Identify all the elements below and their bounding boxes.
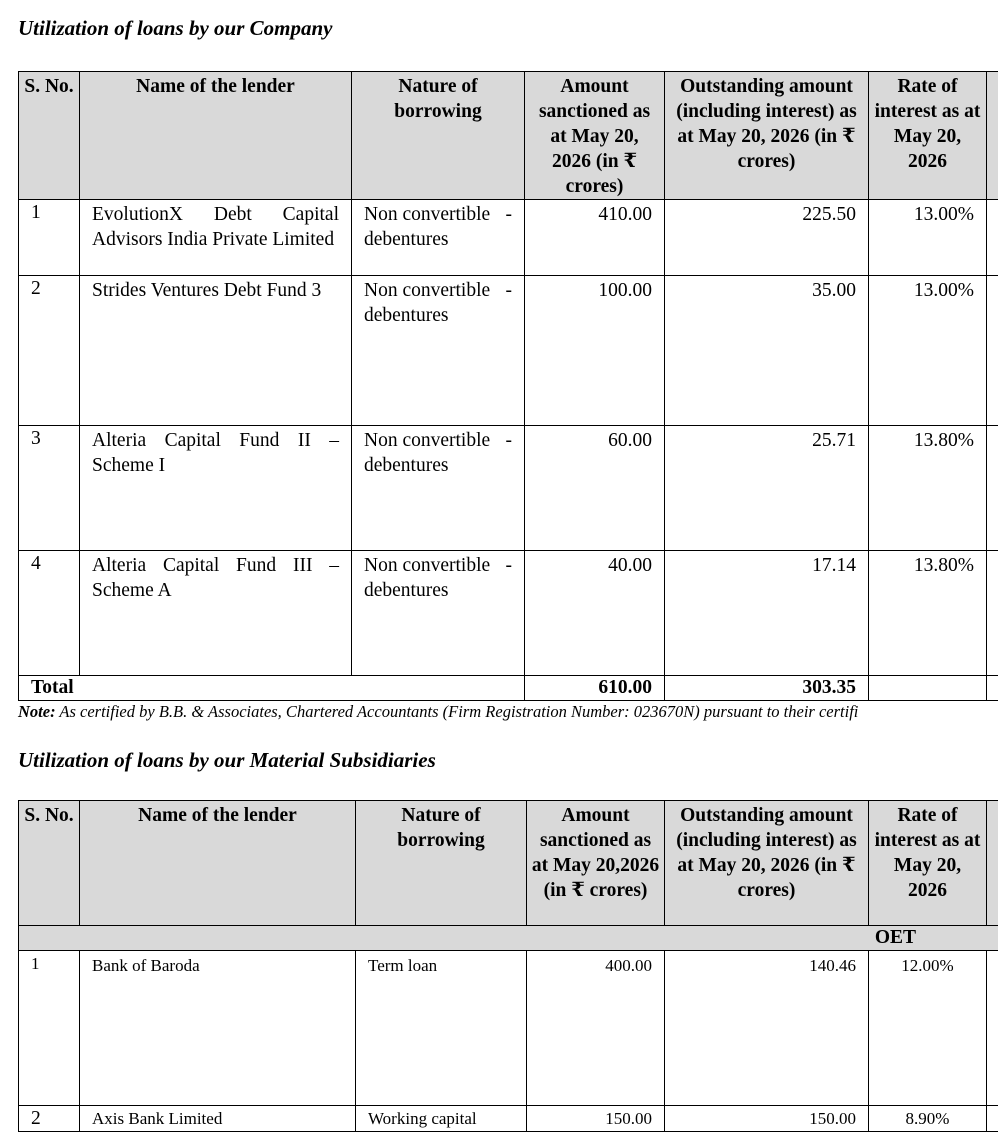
table-row [19, 200, 998, 276]
table-row [19, 426, 998, 551]
cell-cutoff [987, 200, 998, 276]
nature-text: Non convertible debentures [364, 204, 491, 250]
cell-sno: 2 [19, 1106, 80, 1132]
nature-dash: - [505, 555, 512, 576]
cell-sno: 1 [19, 200, 80, 276]
total-outstanding: 303.35 [665, 676, 869, 701]
nature-text: Non convertible debentures [364, 280, 491, 326]
cell-cutoff [987, 276, 998, 426]
note-text: As certified by B.B. & Associates, Chartered Accountants (Firm Registration Number: 023670N) pursuant to their certifi [59, 702, 859, 721]
col-header-nature: Nature of borrowing [356, 801, 527, 926]
cell-lender: EvolutionX Debt Capital Advisors India Private Limited [80, 200, 352, 276]
company-loans-heading: Utilization of loans by our Company [18, 16, 333, 40]
cell-lender: Alteria Capital Fund II – Scheme I [80, 426, 352, 551]
cell-nature [352, 200, 525, 276]
cell-cutoff [987, 426, 998, 551]
nature-dash: - [505, 204, 512, 225]
cell-sno: 1 [19, 951, 80, 1106]
table-row [19, 551, 998, 676]
cell-sanctioned: 100.00 [525, 276, 665, 426]
col-header-rate: Rate of interest as at May 20, 2026 [869, 801, 987, 926]
cell-lender: Strides Ventures Debt Fund 3 [80, 276, 352, 426]
cell-outstanding: 225.50 [665, 200, 869, 276]
cell-rate: 13.00% [869, 276, 987, 426]
col-header-sno: S. No. [19, 72, 80, 200]
col-header-sanctioned: Amount sanctioned as at May 20, 2026 (in ₹ crores) [525, 72, 665, 200]
cell-rate: 13.80% [869, 551, 987, 676]
col-header-rate: Rate of interest as at May 20, 2026 [869, 72, 987, 200]
cell-nature [352, 276, 525, 426]
table-row [19, 276, 998, 426]
cell-cutoff [987, 951, 998, 1106]
cell-outstanding: 35.00 [665, 276, 869, 426]
col-header-outstanding: Outstanding amount (including interest) as at May 20, 2026 (in ₹ crores) [665, 801, 869, 926]
cell-lender: Alteria Capital Fund III – Scheme A [80, 551, 352, 676]
cell-nature [352, 426, 525, 551]
header-row [19, 801, 998, 926]
cell-rate: 12.00% [869, 951, 987, 1106]
subsidiaries-loans-heading: Utilization of loans by our Material Subsidiaries [18, 748, 436, 772]
cell-rate: 13.80% [869, 426, 987, 551]
total-row [19, 676, 998, 701]
cell-nature: Working capital [356, 1106, 527, 1132]
cell-sanctioned: 60.00 [525, 426, 665, 551]
cell-outstanding: 140.46 [665, 951, 869, 1106]
cell-sanctioned: 400.00 [527, 951, 665, 1106]
cell-cutoff [987, 551, 998, 676]
total-sanctioned: 610.00 [525, 676, 665, 701]
cell-nature: Term loan [356, 951, 527, 1106]
note-label: Note: [18, 702, 56, 721]
subsidiaries-loans-table [18, 800, 998, 1132]
cell-sanctioned: 150.00 [527, 1106, 665, 1132]
group-label-oet: OET [19, 926, 998, 951]
col-header-cutoff [987, 801, 998, 926]
col-header-outstanding: Outstanding amount (including interest) as at May 20, 2026 (in ₹ crores) [665, 72, 869, 200]
table-row [19, 951, 998, 1106]
cell-sno: 2 [19, 276, 80, 426]
cell-outstanding: 17.14 [665, 551, 869, 676]
cell-outstanding: 150.00 [665, 1106, 869, 1132]
nature-text: Non convertible debentures [364, 430, 491, 476]
col-header-sno: S. No. [19, 801, 80, 926]
nature-text: Non convertible debentures [364, 555, 491, 601]
cell-cutoff [987, 1106, 998, 1132]
nature-dash: - [505, 280, 512, 301]
col-header-sanctioned: Amount sanctioned as at May 20,2026 (in ₹ crores) [527, 801, 665, 926]
cell-sno: 3 [19, 426, 80, 551]
table-row [19, 1106, 998, 1132]
total-rate-empty [869, 676, 987, 701]
col-header-lender: Name of the lender [80, 72, 352, 200]
cell-sno: 4 [19, 551, 80, 676]
nature-dash: - [505, 430, 512, 451]
cell-lender: Bank of Baroda [80, 951, 356, 1106]
cell-nature [352, 551, 525, 676]
group-row-oet [19, 926, 998, 951]
total-label: Total [19, 676, 525, 701]
cell-cutoff [987, 676, 998, 701]
col-header-lender: Name of the lender [80, 801, 356, 926]
cell-sanctioned: 410.00 [525, 200, 665, 276]
cell-rate: 8.90% [869, 1106, 987, 1132]
header-row [19, 72, 998, 200]
company-loans-table [18, 71, 998, 701]
cell-outstanding: 25.71 [665, 426, 869, 551]
col-header-nature: Nature of borrowing [352, 72, 525, 200]
cell-sanctioned: 40.00 [525, 551, 665, 676]
cell-lender: Axis Bank Limited [80, 1106, 356, 1132]
col-header-cutoff [987, 72, 998, 200]
certification-note [18, 702, 858, 722]
cell-rate: 13.00% [869, 200, 987, 276]
